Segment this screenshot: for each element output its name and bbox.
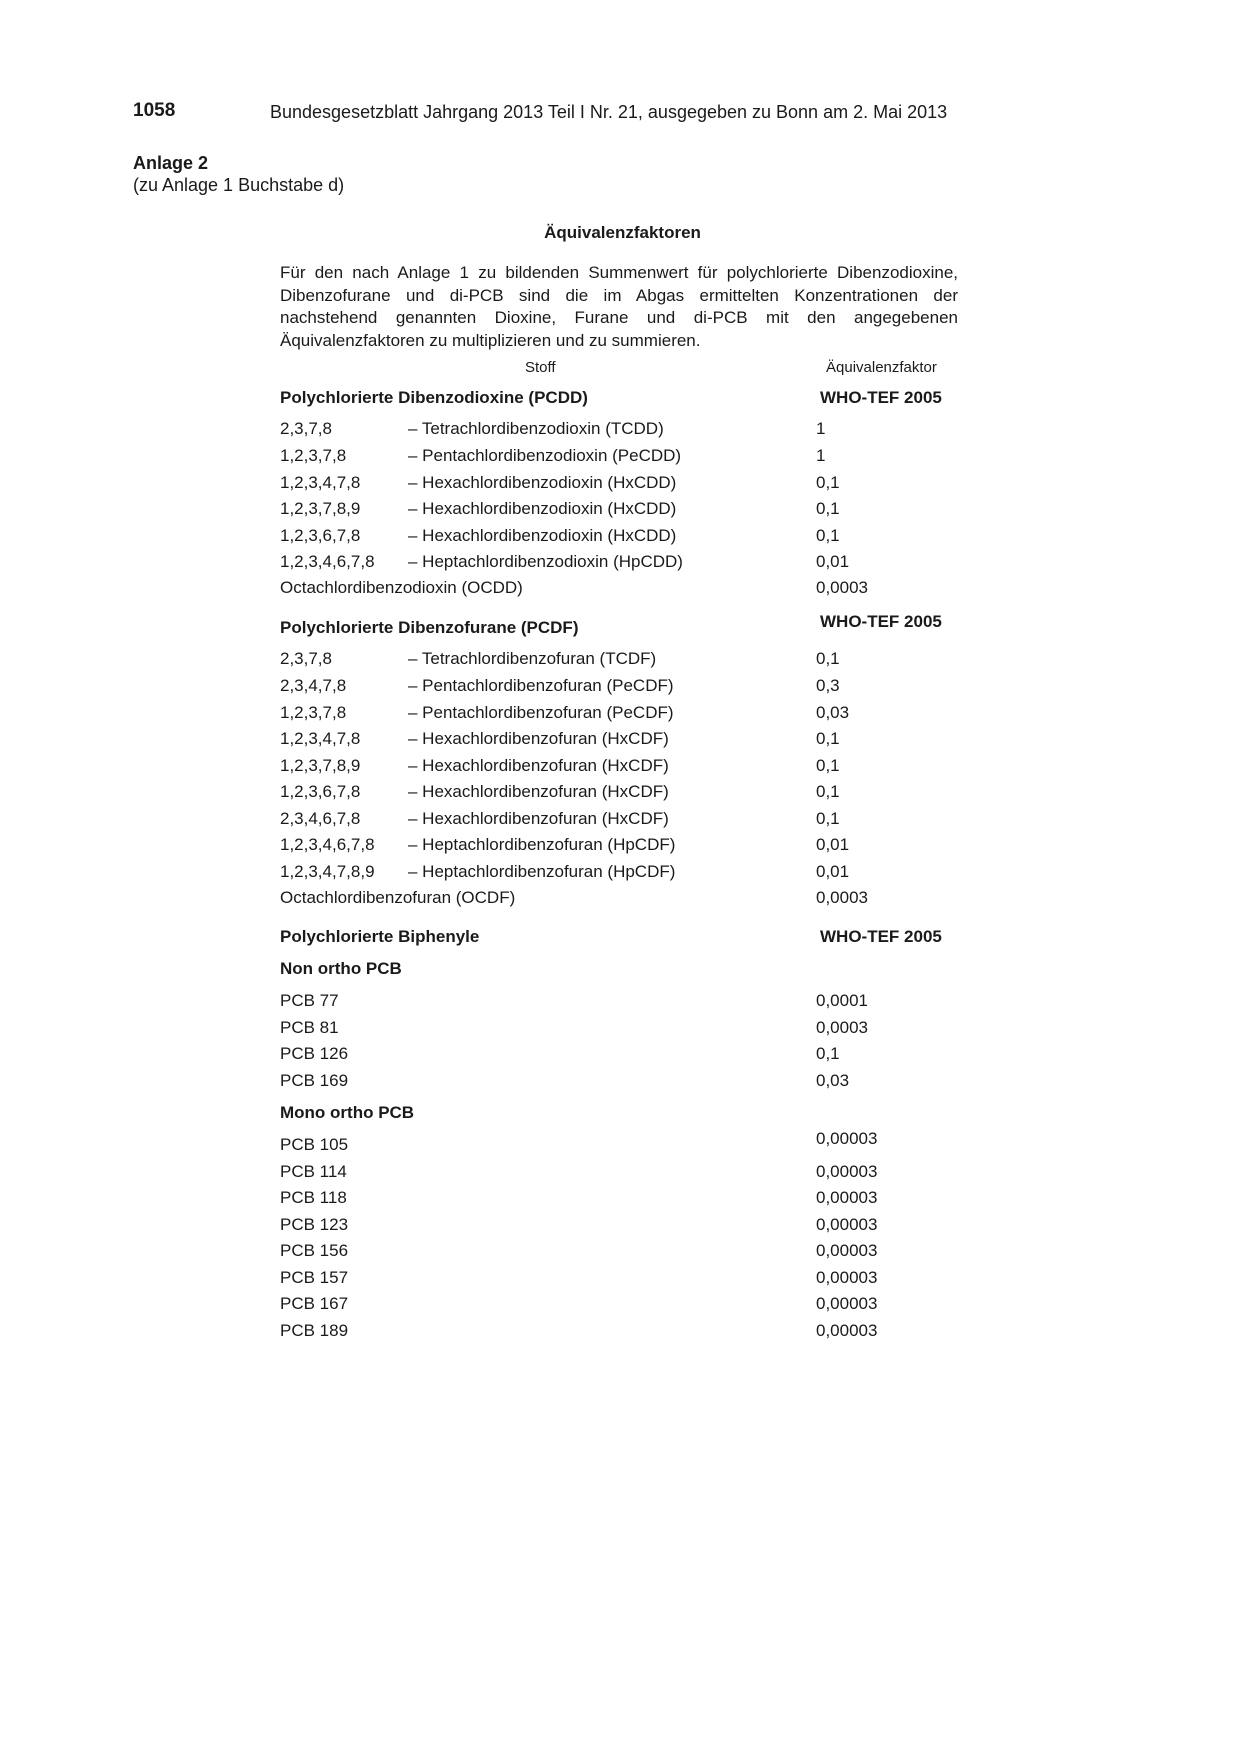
table-row <box>280 1129 980 1159</box>
table-row <box>280 1268 980 1292</box>
factor-value: 0,0003 <box>816 1018 868 1037</box>
substance-name: – Heptachlordibenzofuran (HpCDF) <box>408 835 676 854</box>
factor-value: 0,00003 <box>816 1162 878 1181</box>
table-row <box>280 1162 980 1186</box>
anlage-reference: (zu Anlage 1 Buchstabe d) <box>133 175 345 195</box>
table-row <box>280 756 980 780</box>
table-row <box>280 473 980 497</box>
pcb-section-title: Polychlorierte Biphenyle <box>280 927 480 946</box>
factor-value: 0,1 <box>816 782 840 801</box>
factor-value: 0,00003 <box>816 1215 878 1234</box>
position-label: 1,2,3,6,7,8 <box>280 526 361 545</box>
substance-name: – Pentachlordibenzofuran (PeCDF) <box>408 703 674 722</box>
mono-ortho-subtitle: Mono ortho PCB <box>280 1103 415 1122</box>
substance-name: – Tetrachlordibenzodioxin (TCDD) <box>408 419 664 438</box>
non-ortho-subtitle: Non ortho PCB <box>280 959 402 978</box>
factor-value: 0,3 <box>816 676 840 695</box>
table-row <box>280 676 980 700</box>
pcdd-tef-header: WHO-TEF 2005 <box>820 388 942 407</box>
factor-value: 0,1 <box>816 729 840 748</box>
table-row <box>280 578 980 602</box>
position-label: 1,2,3,4,7,8 <box>280 473 361 492</box>
substance-name: – Heptachlordibenzofuran (HpCDF) <box>408 862 676 881</box>
column-header-substance: Stoff <box>525 359 556 376</box>
factor-value: 0,1 <box>816 1044 840 1063</box>
position-label: 1,2,3,7,8,9 <box>280 756 361 775</box>
table-row <box>280 649 980 673</box>
factor-value: 0,00003 <box>816 1294 878 1313</box>
substance-name: PCB 189 <box>280 1321 349 1340</box>
table-row <box>280 729 980 753</box>
table-row <box>280 1044 980 1068</box>
table-row <box>280 499 980 523</box>
factor-value: 0,01 <box>816 552 850 571</box>
table-row <box>280 703 980 727</box>
position-label: 1,2,3,7,8 <box>280 703 347 722</box>
factor-value: 0,01 <box>816 862 850 881</box>
factor-value: 0,00003 <box>816 1129 878 1148</box>
pcdf-tef-header: WHO-TEF 2005 <box>820 612 942 631</box>
factor-value: 0,1 <box>816 756 840 775</box>
table-row <box>280 1188 980 1212</box>
factor-value: 0,1 <box>816 499 840 518</box>
substance-name: PCB 114 <box>280 1162 347 1181</box>
factor-value: 0,0003 <box>816 888 868 907</box>
factor-value: 0,0003 <box>816 578 868 597</box>
pcdd-section-title: Polychlorierte Dibenzodioxine (PCDD) <box>280 388 588 407</box>
substance-name: – Hexachlordibenzodioxin (HxCDD) <box>408 499 677 518</box>
factor-value: 1 <box>816 446 826 465</box>
table-row <box>280 1215 980 1239</box>
table-row <box>280 1018 980 1042</box>
substance-name: – Hexachlordibenzofuran (HxCDF) <box>408 756 669 775</box>
factor-value: 0,1 <box>816 526 840 545</box>
table-row <box>280 835 980 859</box>
substance-name: PCB 81 <box>280 1018 339 1037</box>
pcb-tef-header: WHO-TEF 2005 <box>820 927 942 946</box>
position-label: 2,3,4,7,8 <box>280 676 347 695</box>
position-label: 1,2,3,4,6,7,8 <box>280 835 375 854</box>
factor-value: 0,00003 <box>816 1188 878 1207</box>
substance-name: PCB 156 <box>280 1241 349 1260</box>
position-label: 2,3,7,8 <box>280 649 332 668</box>
factor-value: 0,1 <box>816 649 840 668</box>
factor-value: 0,00003 <box>816 1241 878 1260</box>
section-heading: Äquivalenzfaktoren <box>544 223 701 242</box>
table-row <box>280 1071 980 1095</box>
pcdf-section-title: Polychlorierte Dibenzofurane (PCDF) <box>280 618 579 637</box>
substance-name: – Hexachlordibenzodioxin (HxCDD) <box>408 526 677 545</box>
table-row <box>280 888 980 912</box>
substance-name: PCB 157 <box>280 1268 349 1287</box>
factor-value: 0,0001 <box>816 991 868 1010</box>
factor-value: 1 <box>816 419 826 438</box>
substance-name: Octachlordibenzodioxin (OCDD) <box>280 578 523 597</box>
substance-name: – Hexachlordibenzodioxin (HxCDD) <box>408 473 677 492</box>
substance-name: – Tetrachlordibenzofuran (TCDF) <box>408 649 657 668</box>
factor-value: 0,03 <box>816 1071 850 1090</box>
page-number: 1058 <box>133 100 176 121</box>
position-label: 1,2,3,4,6,7,8 <box>280 552 375 571</box>
position-label: 1,2,3,4,7,8,9 <box>280 862 375 881</box>
table-row <box>280 991 980 1015</box>
substance-name: Octachlordibenzofuran (OCDF) <box>280 888 516 907</box>
table-row <box>280 1294 980 1318</box>
position-label: 2,3,7,8 <box>280 419 332 438</box>
table-row <box>280 526 980 550</box>
substance-name: PCB 169 <box>280 1071 349 1090</box>
running-head: Bundesgesetzblatt Jahrgang 2013 Teil I Nr. 21, ausgegeben zu Bonn am 2. Mai 2013 <box>270 102 948 122</box>
substance-name: – Heptachlordibenzodioxin (HpCDD) <box>408 552 683 571</box>
substance-name: – Hexachlordibenzofuran (HxCDF) <box>408 729 669 748</box>
position-label: 1,2,3,4,7,8 <box>280 729 361 748</box>
table-row <box>280 862 980 886</box>
substance-name: PCB 77 <box>280 991 339 1010</box>
substance-name: PCB 105 <box>280 1135 349 1154</box>
factor-value: 0,03 <box>816 703 850 722</box>
factor-value: 0,01 <box>816 835 850 854</box>
table-row <box>280 446 980 470</box>
substance-name: PCB 126 <box>280 1044 349 1063</box>
position-label: 1,2,3,6,7,8 <box>280 782 361 801</box>
position-label: 1,2,3,7,8 <box>280 446 347 465</box>
factor-value: 0,1 <box>816 473 840 492</box>
table-row <box>280 809 980 833</box>
table-row <box>280 552 980 576</box>
anlage-title: Anlage 2 <box>133 153 209 173</box>
substance-name: PCB 167 <box>280 1294 349 1313</box>
table-row <box>280 1321 980 1345</box>
substance-name: – Hexachlordibenzofuran (HxCDF) <box>408 782 669 801</box>
substance-name: PCB 118 <box>280 1188 347 1207</box>
position-label: 1,2,3,7,8,9 <box>280 499 361 518</box>
table-row <box>280 782 980 806</box>
table-row <box>280 419 980 443</box>
position-label: 2,3,4,6,7,8 <box>280 809 361 828</box>
table-row <box>280 1241 980 1265</box>
substance-name: – Pentachlordibenzodioxin (PeCDD) <box>408 446 682 465</box>
factor-value: 0,1 <box>816 809 840 828</box>
factor-value: 0,00003 <box>816 1268 878 1287</box>
substance-name: – Hexachlordibenzofuran (HxCDF) <box>408 809 669 828</box>
substance-name: PCB 123 <box>280 1215 349 1234</box>
substance-name: – Pentachlordibenzofuran (PeCDF) <box>408 676 674 695</box>
intro-paragraph: Für den nach Anlage 1 zu bildenden Summenwert für polychlorierte Dibenzodioxine, Dibenzofurane und di-PCB sind die im Abgas ermittelten Konzentrationen der nachstehend genannten Dioxine, Furane und di-PCB mit den angegebenen Äquivalenzfaktoren zu multiplizieren und zu summieren. <box>280 263 958 350</box>
column-header-factor: Äquivalenzfaktor <box>826 359 937 376</box>
factor-value: 0,00003 <box>816 1321 878 1340</box>
